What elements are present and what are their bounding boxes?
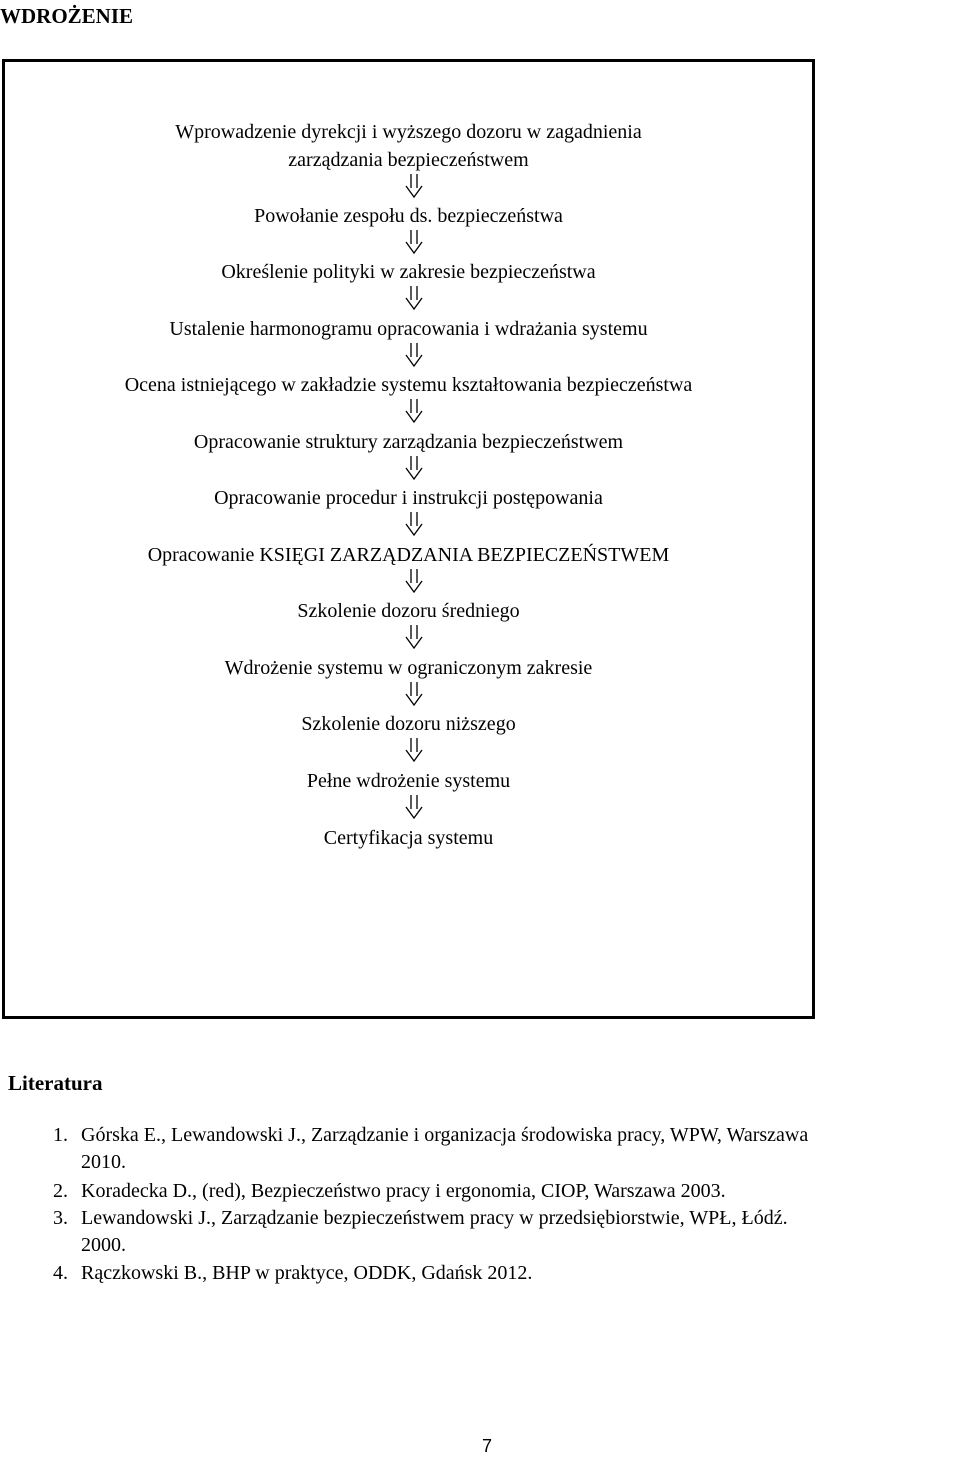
literature-item-text-cont: 2000. <box>81 1234 126 1256</box>
literature-item-text-cont: 2010. <box>81 1151 126 1173</box>
flow-step-3: Określenie polityki w zakresie bezpieczeństwa <box>221 261 596 283</box>
double-down-arrow-icon <box>402 228 426 256</box>
double-down-arrow-icon <box>402 397 426 425</box>
literature-title: Literatura <box>8 1071 103 1095</box>
double-down-arrow-icon <box>402 736 426 764</box>
double-down-arrow-icon <box>402 172 426 200</box>
flow-step-12: Pełne wdrożenie systemu <box>306 770 511 792</box>
flow-step-1-cont: zarządzania bezpieczeństwem <box>288 149 529 171</box>
double-down-arrow-icon <box>402 793 426 821</box>
flow-step-4: Ustalenie harmonogramu opracowania i wdrażania systemu <box>169 318 648 340</box>
section-title: WDROŻENIE <box>0 4 134 28</box>
page-number: 7 <box>481 1436 492 1456</box>
flow-step-13: Certyfikacja systemu <box>323 827 494 849</box>
double-down-arrow-icon <box>402 510 426 538</box>
double-down-arrow-icon <box>402 341 426 369</box>
flow-step-11: Szkolenie dozoru niższego <box>301 713 516 735</box>
flow-step-6: Opracowanie struktury zarządzania bezpieczeństwem <box>193 431 624 453</box>
implementation-flowchart <box>2 59 815 1019</box>
literature-item-number: 1. <box>53 1124 68 1146</box>
literature-item-number: 4. <box>53 1262 68 1284</box>
double-down-arrow-icon <box>402 567 426 595</box>
double-down-arrow-icon <box>402 623 426 651</box>
double-down-arrow-icon <box>402 454 426 482</box>
flow-step-5: Ocena istniejącego w zakładzie systemu kształtowania bezpieczeństwa <box>124 374 693 396</box>
double-down-arrow-icon <box>402 680 426 708</box>
double-down-arrow-icon <box>402 284 426 312</box>
literature-item-text: Lewandowski J., Zarządzanie bezpieczeństwem pracy w przedsiębiorstwie, WPŁ, Łódź. <box>81 1207 788 1229</box>
flow-step-10: Wdrożenie systemu w ograniczonym zakresie <box>224 657 593 679</box>
flow-step-8: Opracowanie KSIĘGI ZARZĄDZANIA BEZPIECZEŃSTWEM <box>147 544 670 566</box>
flow-step-1: Wprowadzenie dyrekcji i wyższego dozoru w zagadnienia <box>175 121 642 143</box>
literature-item-number: 2. <box>53 1180 68 1202</box>
flow-step-9: Szkolenie dozoru średniego <box>297 600 520 622</box>
flow-step-2: Powołanie zespołu ds. bezpieczeństwa <box>254 205 563 227</box>
flow-step-7: Opracowanie procedur i instrukcji postępowania <box>214 487 603 509</box>
literature-item-text: Koradecka D., (red), Bezpieczeństwo pracy i ergonomia, CIOP, Warszawa 2003. <box>81 1180 726 1202</box>
literature-item-number: 3. <box>53 1207 68 1229</box>
literature-item-text: Górska E., Lewandowski J., Zarządzanie i organizacja środowiska pracy, WPW, Warszawa <box>81 1124 809 1146</box>
literature-item-text: Rączkowski B., BHP w praktyce, ODDK, Gdańsk 2012. <box>81 1262 533 1284</box>
